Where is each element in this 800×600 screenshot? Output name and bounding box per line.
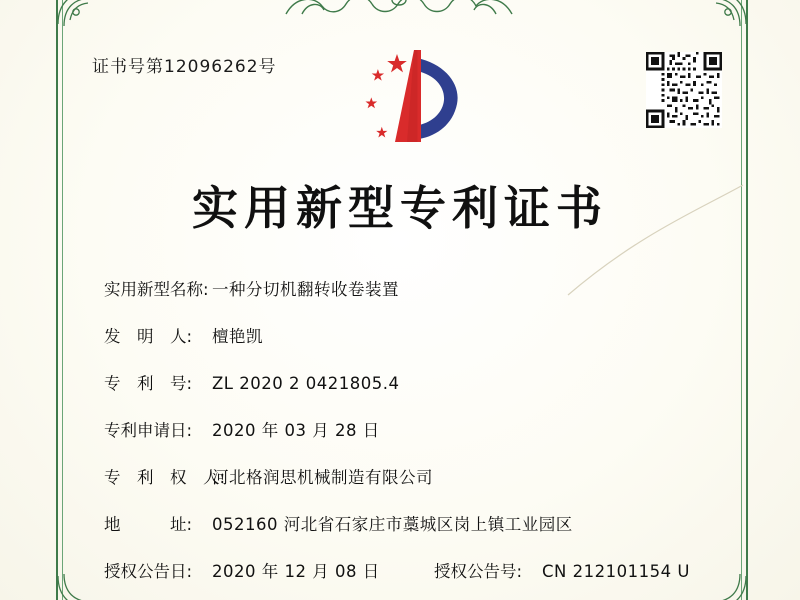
field-label: 地 址: [104, 515, 193, 534]
field-value: ZL 2020 2 0421805.4 [212, 374, 400, 393]
field-row-patentee [104, 464, 710, 488]
grant-date-group [104, 558, 434, 582]
field-value: CN 212101154 U [542, 562, 690, 581]
corner-ornament-top-right [688, 0, 748, 50]
field-row-application-date [104, 417, 710, 441]
top-scroll-ornament [56, 0, 748, 16]
field-value: 檀艳凯 [212, 327, 263, 346]
field-row-address [104, 511, 710, 535]
grant-number-group [434, 558, 710, 582]
cnipa-patent-logo [345, 42, 475, 152]
field-row-inventor [104, 323, 710, 347]
field-label: 授权公告日: [104, 562, 193, 581]
corner-ornament-top-left [56, 0, 116, 50]
field-value: 一种分切机翻转收卷装置 [212, 280, 399, 299]
field-row-grant-publication [104, 558, 710, 582]
field-value: 2020 年 03 月 28 日 [212, 421, 380, 440]
qr-code [646, 52, 722, 128]
field-label: 专 利 权 人: [104, 468, 226, 487]
field-row-utility-model-name [104, 276, 710, 300]
field-value: 052160 河北省石家庄市藁城区岗上镇工业园区 [212, 515, 573, 534]
field-label: 发 明 人: [104, 327, 193, 346]
certificate-number: 证书号第12096262号 [92, 57, 277, 77]
field-label: 授权公告号: [434, 562, 523, 581]
field-value: 2020 年 12 月 08 日 [212, 562, 380, 581]
field-list [104, 276, 710, 600]
field-label: 实用新型名称: [104, 280, 209, 299]
field-row-patent-number [104, 370, 710, 394]
page-title: 实用新型专利证书 [192, 181, 608, 235]
field-value: 河北格润思机械制造有限公司 [212, 468, 433, 487]
field-label: 专利申请日: [104, 421, 193, 440]
field-label: 专 利 号: [104, 374, 193, 393]
